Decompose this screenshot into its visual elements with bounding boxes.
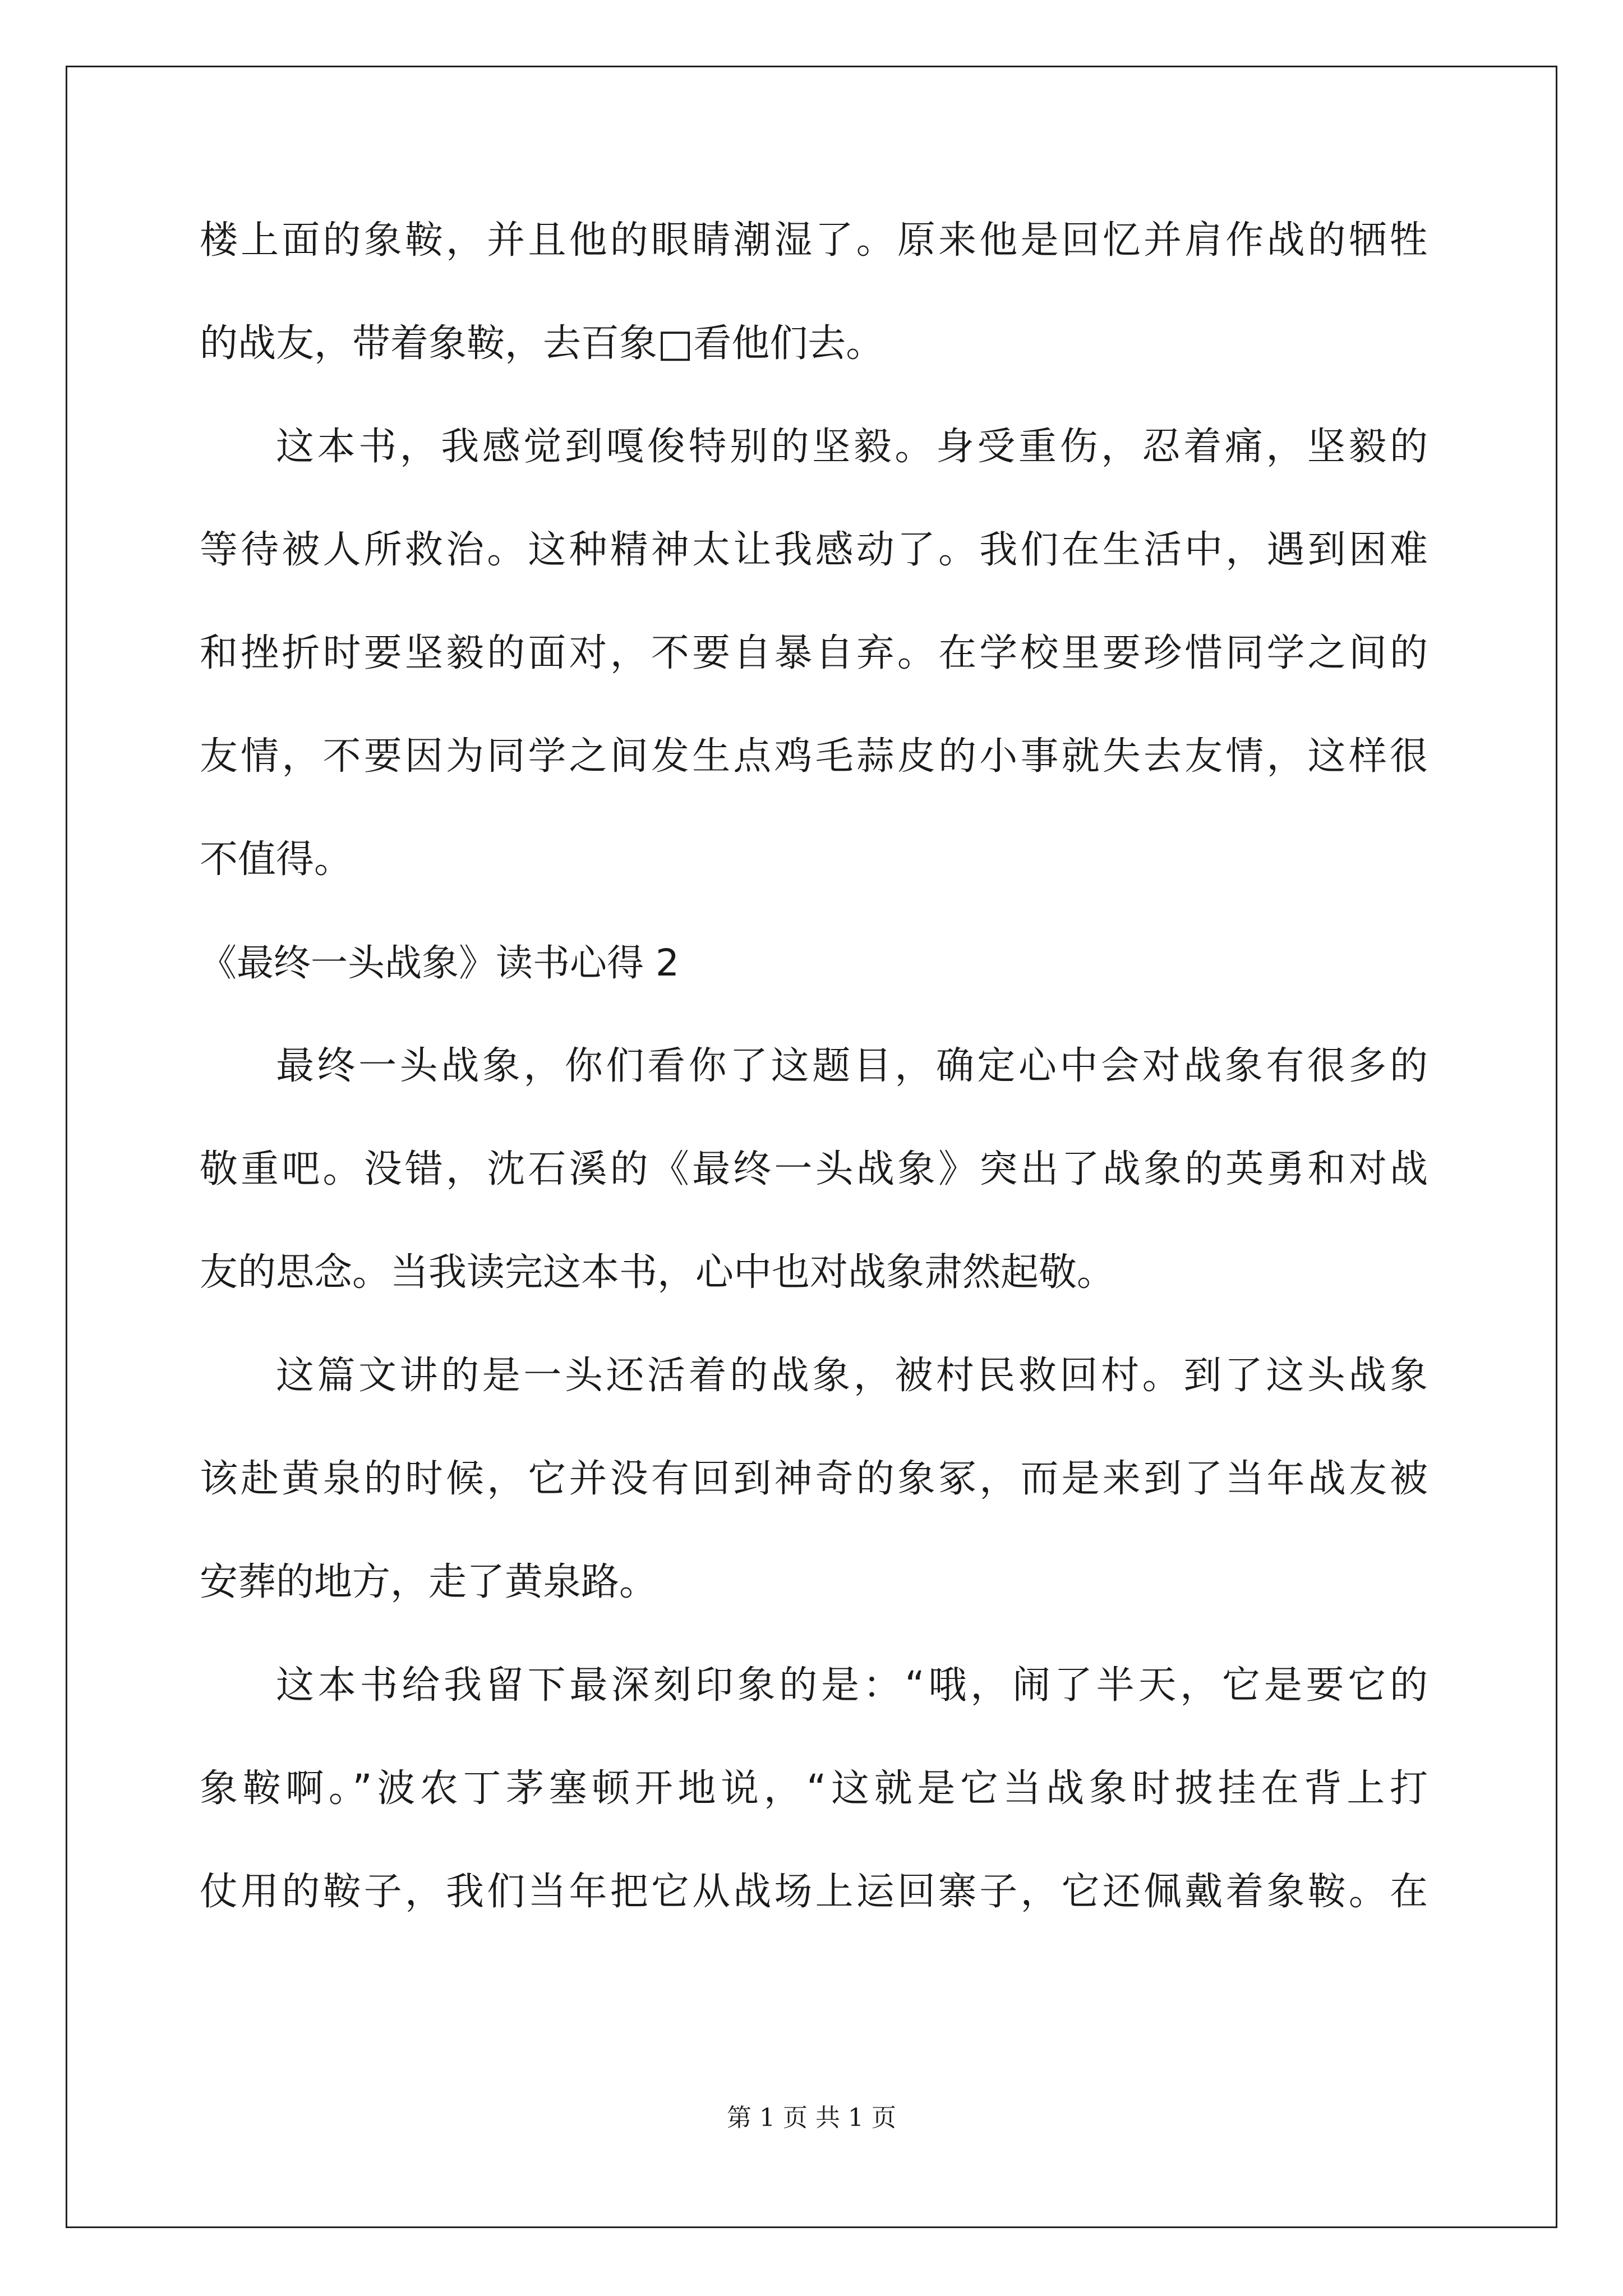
document-body [200,213,1428,1968]
paragraph-first-line: 这篇文讲的是一头还活着的战象，被村民救回村。到了这头战象 [276,1354,1428,1398]
section-heading: 《最终一头战象》读书心得 2 [200,941,679,984]
body-line: 象鞍啊。”波农丁茅塞顿开地说，“这就是它当战象时披挂在背上打 [200,1766,1428,1811]
body-line: 楼上面的象鞍，并且他的眼睛潮湿了。原来他是回忆并肩作战的牺牲 [200,218,1428,263]
body-line: 安葬的地方，走了黄泉路。 [200,1560,658,1604]
body-line: 等待被人所救治。这种精神太让我感动了。我们在生活中，遇到困难 [200,528,1428,572]
body-line: 和挫折时要坚毅的面对，不要自暴自弃。在学校里要珍惜同学之间的 [200,631,1428,675]
body-line: 友的思念。当我读完这本书，心中也对战象肃然起敬。 [200,1250,1115,1295]
body-line: 仗用的鞍子，我们当年把它从战场上运回寨子，它还佩戴着象鞍。在 [200,1870,1428,1914]
paragraph-first-line: 这本书，我感觉到嘎俊特别的坚毅。身受重伤，忍着痛，坚毅的 [276,425,1428,469]
body-line: 的战友，带着象鞍，去百象□看他们去。 [200,321,884,366]
paragraph-first-line: 最终一头战象，你们看你了这题目，确定心中会对战象有很多的 [276,1044,1428,1088]
page-footer: 第 1 页 共 1 页 [727,2104,896,2132]
body-line: 不值得。 [200,838,353,882]
body-line: 该赴黄泉的时候，它并没有回到神奇的象冢，而是来到了当年战友被 [200,1457,1428,1501]
paragraph-first-line: 这本书给我留下最深刻印象的是：“哦，闹了半天，它是要它的 [276,1663,1428,1708]
body-line: 敬重吧。没错，沈石溪的《最终一头战象》突出了战象的英勇和对战 [200,1147,1428,1191]
body-line: 友情，不要因为同学之间发生点鸡毛蒜皮的小事就失去友情，这样很 [200,734,1428,779]
